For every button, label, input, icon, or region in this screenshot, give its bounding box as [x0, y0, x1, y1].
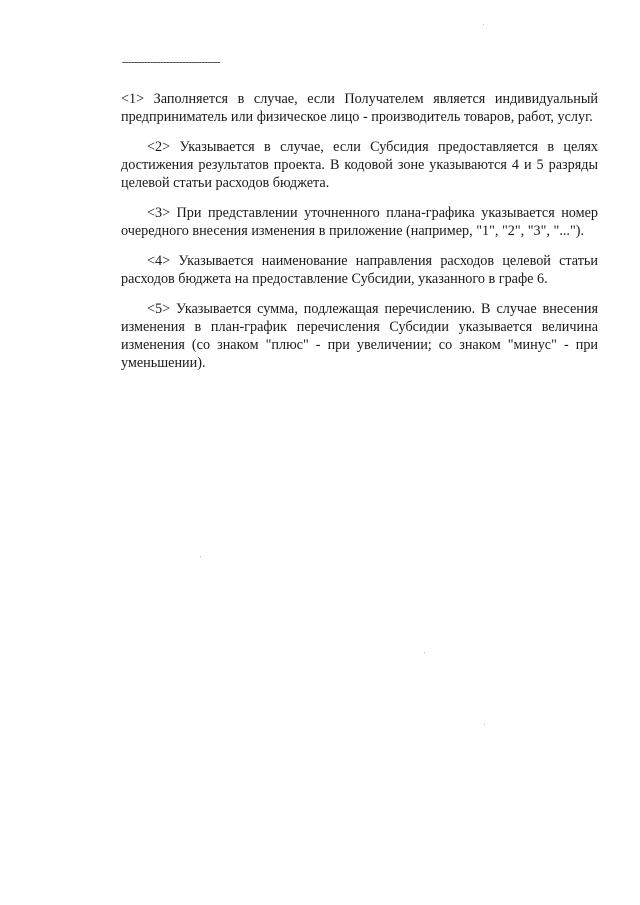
scan-speck [483, 24, 484, 25]
footnotes-list [121, 90, 598, 384]
scan-speck [484, 724, 485, 725]
scan-speck [200, 556, 201, 557]
footnote-2 [121, 138, 598, 192]
footnote-2-text: <2> Указывается в случае, если Субсидия предоставляется в целях достижения результатов проекта. В кодовой зоне указываются 4 и 5 разряды целевой статьи расходов бюджета. [121, 139, 598, 191]
footnote-3-text: <3> При представлении уточненного плана-графика указывается номер очередного внесения изменения в приложение (например, "1", "2", "3", "..."). [121, 205, 598, 239]
footnote-4-text: <4> Указывается наименование направления расходов целевой статьи расходов бюджета на предоставление Субсидии, указанного в графе 6. [121, 253, 598, 287]
footnote-4 [121, 252, 598, 288]
footnote-5 [121, 300, 598, 372]
footnote-1-text: <1> Заполняется в случае, если Получателем является индивидуальный предприниматель или физическое лицо - производитель товаров, работ, услуг. [121, 91, 598, 125]
footnote-5-text: <5> Указывается сумма, подлежащая перечислению. В случае внесения изменения в план-график перечисления Субсидии указывается величина изменения (со знаком "плюс" - при увеличении; со знаком "минус" - при уменьшении). [121, 301, 598, 371]
footnote-3 [121, 204, 598, 240]
scan-speck [424, 652, 425, 653]
footnote-1 [121, 90, 598, 126]
footnote-separator: ------------------------------- [122, 56, 221, 68]
